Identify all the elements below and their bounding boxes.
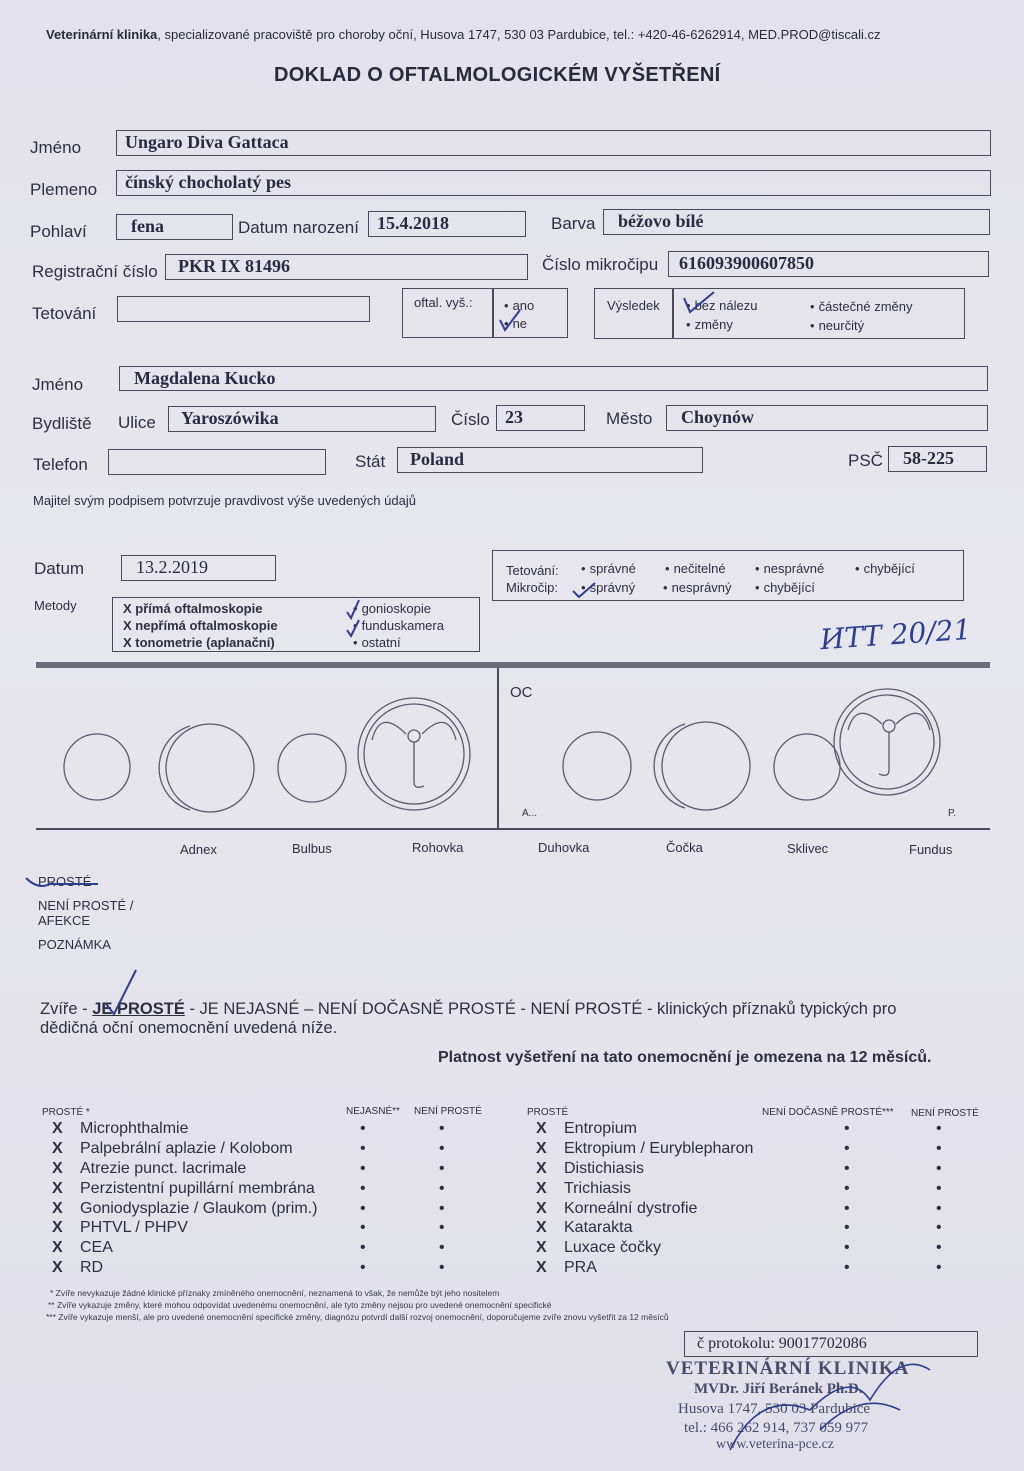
diagram-mark-a: A... (522, 808, 538, 819)
id-tattoo-incorrect[interactable] (755, 561, 824, 576)
bullet-icon: • (936, 1200, 942, 1217)
disease-mark: X (52, 1180, 63, 1197)
bullet-icon: • (439, 1219, 445, 1236)
state-label: Stát (355, 452, 386, 471)
footnote-1: * Zvíře nevykazuje žádné klinické příznaky zmíněného onemocnění, neznamená to však, že nemůže být jeho nositelem (50, 1288, 500, 1298)
bullet-icon: • (360, 1140, 366, 1157)
id-tattoo-label: Tetování: (506, 563, 559, 578)
bullet-icon: • (439, 1239, 445, 1256)
phone-label: Telefon (33, 455, 88, 474)
id-tattoo-unreadable-label: nečitelné (673, 561, 726, 576)
disease-item: Distichiasis (564, 1160, 645, 1177)
disease-item: Atrezie punct. lacrimale (80, 1160, 247, 1177)
street-field[interactable] (168, 406, 436, 432)
result-divider (672, 288, 674, 339)
zip-value: 58-225 (903, 448, 954, 468)
disease-mark: X (536, 1180, 547, 1197)
status-not-free[interactable]: NENÍ PROSTÉ / AFEKCE (38, 898, 134, 928)
methods-box (112, 597, 480, 652)
stamp-line3: Husova 1747, 530 03 Pardubice (678, 1401, 871, 1417)
column-cornea: Rohovka (412, 840, 464, 855)
state-field[interactable] (397, 447, 703, 473)
left-header-not-free: NENÍ PROSTÉ (414, 1106, 482, 1117)
result-check-icon (680, 288, 716, 316)
verdict-line2: dědičná oční onemocnění uvedená níže. (40, 1019, 338, 1037)
result-option-partial-label: částečné změny (818, 299, 913, 314)
result-option-partial[interactable] (810, 299, 913, 314)
chip-value: 616093900607850 (679, 253, 814, 273)
oftal-exam-label: oftal. vyš.: (414, 295, 473, 310)
sex-value: fena (131, 216, 164, 236)
disease-item: Ektropium / Euryblepharon (564, 1140, 754, 1157)
right-eye-label: OC (510, 684, 533, 701)
address-label: Bydliště (32, 414, 92, 433)
disease-mark: X (52, 1120, 63, 1137)
zip-field[interactable] (888, 446, 987, 472)
verdict-rest: - JE NEJASNÉ – NENÍ DOČASNĚ PROSTÉ - NENÍ PROSTÉ - klinických příznaků typických pro (184, 1000, 897, 1018)
bullet-icon: • (360, 1219, 366, 1236)
methods-label: Metody (34, 598, 77, 613)
oftal-yes-label: ano (512, 298, 535, 313)
id-check-box (492, 550, 964, 601)
oftal-divider (492, 288, 494, 338)
left-eye-fundus-icon (358, 698, 470, 810)
disease-mark: X (536, 1239, 547, 1256)
left-eye-bulbus-icon (159, 724, 254, 812)
owner-name-value: Magdalena Kucko (134, 368, 276, 388)
number-value: 23 (505, 407, 523, 427)
disease-mark: X (536, 1120, 547, 1137)
bullet-icon: • (936, 1239, 942, 1256)
diagram-bottom-rule (36, 828, 990, 830)
breed-field[interactable] (116, 170, 991, 196)
result-option-none-label: bez nálezu (694, 298, 758, 313)
bullet-icon: • (844, 1180, 850, 1197)
clinic-header (46, 27, 880, 42)
disease-mark: X (536, 1200, 547, 1217)
disease-mark: X (536, 1259, 547, 1276)
sex-field[interactable] (116, 214, 233, 240)
right-header-not-free: NENÍ PROSTÉ (911, 1108, 979, 1119)
bullet-icon: • (360, 1160, 366, 1177)
column-bulbus: Bulbus (292, 841, 332, 856)
id-chip-label: Mikročip: (506, 580, 559, 595)
bullet-icon: • (360, 1180, 366, 1197)
bullet-icon: • (936, 1219, 942, 1236)
id-chip-missing[interactable] (755, 580, 815, 595)
color-value: béžovo bílé (618, 211, 704, 231)
breed-value: čínský chocholatý pes (125, 172, 292, 192)
bullet-icon: • (360, 1259, 366, 1276)
id-chip-incorrect[interactable] (663, 580, 732, 595)
reg-label: Registrační číslo (32, 262, 158, 281)
bullet-icon: • (844, 1160, 850, 1177)
disease-mark: X (52, 1219, 63, 1236)
oftal-no-label: ne (512, 316, 528, 331)
right-eye-cornea-icon (563, 732, 631, 800)
disease-mark: X (52, 1239, 63, 1256)
clinic-details: , specializované pracoviště pro choroby oční, Husova 1747, 530 03 Pardubice, tel.: +420-46-6262914, MED.PROD@tiscali.cz (157, 27, 881, 42)
verdict-marked[interactable]: JE PROSTÉ (92, 1000, 185, 1018)
stamp-line4: tel.: 466 262 914, 737 059 977 (684, 1420, 869, 1436)
status-free-check-icon (24, 872, 104, 892)
dob-label: Datum narození (238, 218, 359, 237)
method-gonioscopy[interactable] (353, 601, 431, 616)
bullet-icon: • (360, 1200, 366, 1217)
disease-item: PHTVL / PHPV (80, 1219, 188, 1236)
sex-label: Pohlaví (30, 222, 87, 241)
method-other-label: ostatní (361, 635, 401, 650)
animal-name-value: Ungaro Diva Gattaca (125, 132, 289, 152)
id-chip-incorrect-label: nesprávný (671, 580, 732, 595)
bullet-icon: • (936, 1259, 942, 1276)
color-label: Barva (551, 214, 596, 233)
disease-item: Goniodysplazie / Glaukom (prim.) (80, 1200, 318, 1217)
id-tattoo-incorrect-label: nesprávné (763, 561, 825, 576)
id-tattoo-correct[interactable] (581, 561, 636, 576)
disease-mark: X (52, 1160, 63, 1177)
tattoo-field[interactable] (117, 296, 370, 322)
result-label: Výsledek (607, 298, 660, 313)
footnote-2: ** Zvíře vykazuje změny, které mohou odpovídat uvedenému onemocnění, ale tyto změny nejsou pro uvedené onemocnění specifické (48, 1300, 552, 1310)
right-header-temp-not-free: NENÍ DOČASNĚ PROSTÉ*** (762, 1107, 894, 1118)
right-header-free: PROSTÉ (527, 1107, 569, 1118)
chip-field[interactable] (668, 251, 989, 277)
owner-name-label: Jméno (32, 375, 84, 394)
method-tonometry[interactable]: X tonometrie (aplanační) (123, 635, 275, 650)
result-option-undetermined-label: neurčitý (818, 318, 865, 333)
city-value: Choynów (681, 407, 755, 427)
id-tattoo-correct-label: správné (589, 561, 636, 576)
color-field[interactable] (603, 209, 990, 235)
bullet-icon: • (936, 1120, 942, 1137)
bullet-icon: • (360, 1239, 366, 1256)
column-lens: Čočka (666, 840, 703, 855)
exam-date-value: 13.2.2019 (136, 557, 208, 577)
id-tattoo-missing[interactable] (855, 561, 915, 576)
owner-name-field[interactable] (119, 366, 988, 391)
disease-item: Perzistentní pupillární membrána (80, 1180, 315, 1197)
number-label: Číslo (451, 410, 490, 429)
column-fundus: Fundus (909, 842, 953, 857)
left-header-unclear: NEJASNÉ** (346, 1106, 400, 1117)
method-check-icon (343, 598, 363, 638)
bullet-icon: • (439, 1200, 445, 1217)
right-eye-fundus-icon (834, 689, 940, 795)
id-tattoo-missing-label: chybějící (863, 561, 915, 576)
id-tattoo-unreadable[interactable] (665, 561, 726, 576)
phone-field[interactable] (108, 449, 326, 475)
disease-mark: X (536, 1140, 547, 1157)
bullet-icon: • (439, 1180, 445, 1197)
disease-mark: X (536, 1160, 547, 1177)
reg-value: PKR IX 81496 (178, 256, 290, 276)
bullet-icon: • (936, 1160, 942, 1177)
bullet-icon: • (439, 1140, 445, 1157)
document-title: DOKLAD O OFTALMOLOGICKÉM VYŠETŘENÍ (274, 64, 721, 86)
street-label: Ulice (118, 413, 156, 432)
method-indirect[interactable]: X nepřímá oftalmoskopie (123, 618, 278, 633)
status-free[interactable]: PROSTÉ (38, 874, 92, 889)
bullet-icon: • (439, 1259, 445, 1276)
left-header-free: PROSTÉ * (42, 1107, 90, 1118)
disease-mark: X (52, 1259, 63, 1276)
bullet-icon: • (936, 1140, 942, 1157)
bullet-icon: • (439, 1120, 445, 1137)
bullet-icon: • (844, 1239, 850, 1256)
disease-item: Katarakta (564, 1219, 633, 1236)
column-adnex: Adnex (180, 842, 217, 857)
tattoo-label: Tetování (32, 304, 97, 323)
result-option-undetermined[interactable] (810, 318, 864, 333)
number-field[interactable] (496, 405, 585, 431)
validity-note: Platnost vyšetření na tato onemocnění je omezena na 12 měsíců. (438, 1049, 932, 1066)
chip-label: Číslo mikročipu (542, 255, 659, 274)
disease-item: Trichiasis (564, 1180, 631, 1197)
diagram-mark-p: P. (948, 808, 957, 819)
disease-item: Palpebrální aplazie / Kolobom (80, 1140, 293, 1157)
column-iris: Duhovka (538, 840, 590, 855)
breed-label: Plemeno (30, 180, 98, 199)
id-chip-missing-label: chybějící (763, 580, 815, 595)
result-option-changes-label: změny (694, 317, 733, 332)
handwritten-note: ИТТ 20/21 (819, 612, 973, 657)
exam-date-field[interactable] (121, 555, 276, 581)
bullet-icon: • (844, 1120, 850, 1137)
bullet-icon: • (360, 1120, 366, 1137)
column-vitreous: Sklivec (787, 841, 829, 856)
clinic-name: Veterinární klinika (46, 27, 158, 42)
bullet-icon: • (439, 1160, 445, 1177)
left-eye-cornea-icon (278, 734, 346, 802)
id-chip-correct-label: správný (589, 580, 636, 595)
protocol-number: č protokolu: 90017702086 (697, 1335, 867, 1352)
bullet-icon: • (844, 1219, 850, 1236)
verdict-check-icon (100, 968, 140, 1018)
signature-icon (700, 1330, 960, 1460)
id-chip-check-icon (571, 581, 597, 599)
left-eye-adnex-icon (64, 734, 130, 800)
result-option-changes[interactable] (686, 317, 733, 332)
animal-name-field[interactable] (116, 130, 991, 156)
method-gonioscopy-label: gonioskopie (361, 601, 431, 616)
verdict-line1 (40, 1000, 896, 1019)
state-value: Poland (410, 449, 465, 469)
disease-item: Luxace čočky (564, 1239, 661, 1256)
disease-item: CEA (80, 1239, 113, 1256)
bullet-icon: • (844, 1140, 850, 1157)
disease-mark: X (52, 1200, 63, 1217)
disease-item: Entropium (564, 1120, 637, 1137)
disease-item: PRA (564, 1259, 597, 1276)
right-eye-bulbus-icon (654, 722, 750, 810)
oftal-no-check-icon (496, 308, 524, 334)
stamp-line5: www.veterina-pce.cz (716, 1437, 835, 1452)
verdict-prefix: Zvíře - (40, 1000, 93, 1018)
method-funduscamera-label: funduskamera (361, 618, 444, 633)
bullet-icon: • (844, 1259, 850, 1276)
disease-mark: X (52, 1140, 63, 1157)
zip-label: PSČ (848, 451, 883, 470)
disease-item: Microphthalmie (80, 1120, 189, 1137)
status-note: POZNÁMKA (38, 937, 111, 952)
city-field[interactable] (666, 405, 988, 431)
dob-field[interactable] (368, 211, 526, 237)
right-eye-adnex-icon (774, 734, 840, 800)
bullet-icon: • (936, 1180, 942, 1197)
diagram-top-rule (36, 662, 990, 668)
eye-diagrams (40, 670, 990, 830)
street-value: Yaroszówika (181, 408, 279, 428)
disease-mark: X (536, 1219, 547, 1236)
method-funduscamera[interactable] (353, 618, 444, 633)
method-direct[interactable]: X přímá oftalmoskopie (123, 601, 263, 616)
reg-field[interactable] (165, 254, 528, 280)
disease-item: Korneální dystrofie (564, 1200, 698, 1217)
owner-declaration: Majitel svým podpisem potvrzuje pravdivost výše uvedených údajů (33, 493, 416, 508)
footnote-3: *** Zvíře vykazuje menší, ale pro uvedené onemocnění specifické změny, diagnózu potvrdí další rozvoj onemocnění, doporučujeme zvíře znovu vyšetřit za 12 měsíců (46, 1312, 669, 1322)
animal-name-label: Jméno (30, 138, 82, 157)
dob-value: 15.4.2018 (377, 213, 449, 233)
stamp-line2: MVDr. Jiří Beránek Ph.D. (694, 1381, 863, 1397)
disease-item: RD (80, 1259, 104, 1276)
city-label: Město (606, 409, 653, 428)
exam-date-label: Datum (34, 559, 85, 578)
stamp-line1: VETERINÁRNÍ KLINIKA (666, 1358, 910, 1379)
bullet-icon: • (844, 1200, 850, 1217)
